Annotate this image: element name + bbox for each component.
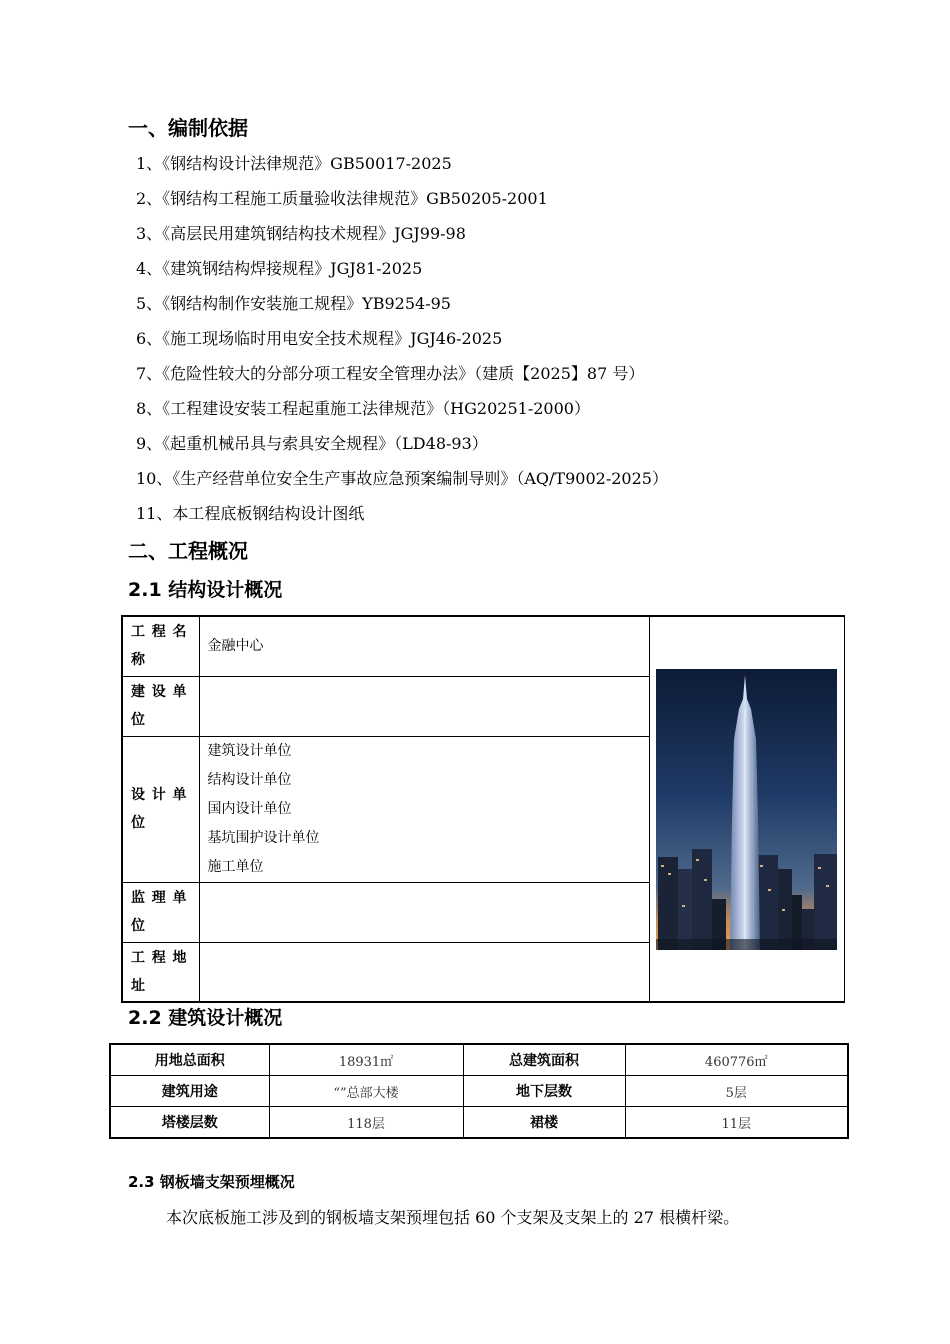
cell-label: 塔楼层数 [110, 1107, 269, 1139]
project-name-label: 工程名称 [122, 616, 199, 676]
section-2-3-text: 本次底板施工涉及到的钢板墙支架预埋包括 60 个支架及支架上的 27 根横杆梁。 [166, 1208, 740, 1227]
design-unit-values [199, 736, 649, 882]
image-cell [649, 616, 844, 1002]
cell-label: 用地总面积 [110, 1044, 269, 1076]
supervisor-label: 监理单位 [122, 882, 199, 942]
design-unit-label: 设计单位 [122, 736, 199, 882]
cell-value: 11层 [625, 1107, 848, 1139]
section-1-title: 一、编制依据 [128, 116, 248, 140]
design-unit-item: 国内设计单位 [207, 800, 292, 817]
builder-value [199, 676, 649, 736]
list-item: 7、《危险性较大的分部分项工程安全管理办法》（建质【2025】87 号） [136, 364, 645, 383]
design-unit-item: 建筑设计单位 [207, 742, 292, 759]
building-info-table [109, 1043, 849, 1139]
skyscraper-photo [656, 669, 837, 950]
address-label: 工程地址 [122, 942, 199, 1002]
list-item: 3、《高层民用建筑钢结构技术规程》JGJ99-98 [136, 224, 466, 243]
list-item: 4、《建筑钢结构焊接规程》JGJ81-2025 [136, 259, 423, 278]
cell-value: 18931㎡ [269, 1044, 463, 1076]
cell-label: 地下层数 [463, 1076, 625, 1107]
cell-value: 5层 [625, 1076, 848, 1107]
cell-value: “”总部大楼 [269, 1076, 463, 1107]
list-item: 9、《起重机械吊具与索具安全规程》（LD48-93） [136, 434, 488, 453]
supervisor-value [199, 882, 649, 942]
cell-label: 总建筑面积 [463, 1044, 625, 1076]
list-item: 5、《钢结构制作安装施工规程》YB9254-95 [136, 294, 451, 313]
cell-label: 建筑用途 [110, 1076, 269, 1107]
section-2-1-title: 2.1 结构设计概况 [128, 579, 283, 601]
cell-value: 118层 [269, 1107, 463, 1139]
cell-value: 460776㎡ [625, 1044, 848, 1076]
structure-info-table [121, 615, 845, 1003]
design-unit-item: 基坑围护设计单位 [207, 829, 320, 846]
section-2-title: 二、工程概况 [128, 539, 248, 563]
section-2-3-title: 2.3 钢板墙支架预埋概况 [128, 1173, 295, 1191]
cell-label: 裙楼 [463, 1107, 625, 1139]
design-unit-item: 结构设计单位 [207, 771, 292, 788]
builder-label: 建设单位 [122, 676, 199, 736]
reference-list [136, 150, 668, 535]
list-item: 6、《施工现场临时用电安全技术规程》JGJ46-2025 [136, 329, 503, 348]
design-unit-item: 施工单位 [207, 858, 264, 875]
list-item: 10、《生产经营单位安全生产事故应急预案编制导则》（AQ/T9002-2025） [136, 469, 668, 488]
list-item: 1、《钢结构设计法律规范》GB50017-2025 [136, 154, 452, 173]
project-name-value: 金融中心 [199, 616, 649, 676]
list-item: 8、《工程建设安装工程起重施工法律规范》（HG20251-2000） [136, 399, 590, 418]
list-item: 11、本工程底板钢结构设计图纸 [136, 504, 365, 523]
list-item: 2、《钢结构工程施工质量验收法律规范》GB50205-2001 [136, 189, 548, 208]
section-2-2-title: 2.2 建筑设计概况 [128, 1007, 283, 1029]
address-value [199, 942, 649, 1002]
